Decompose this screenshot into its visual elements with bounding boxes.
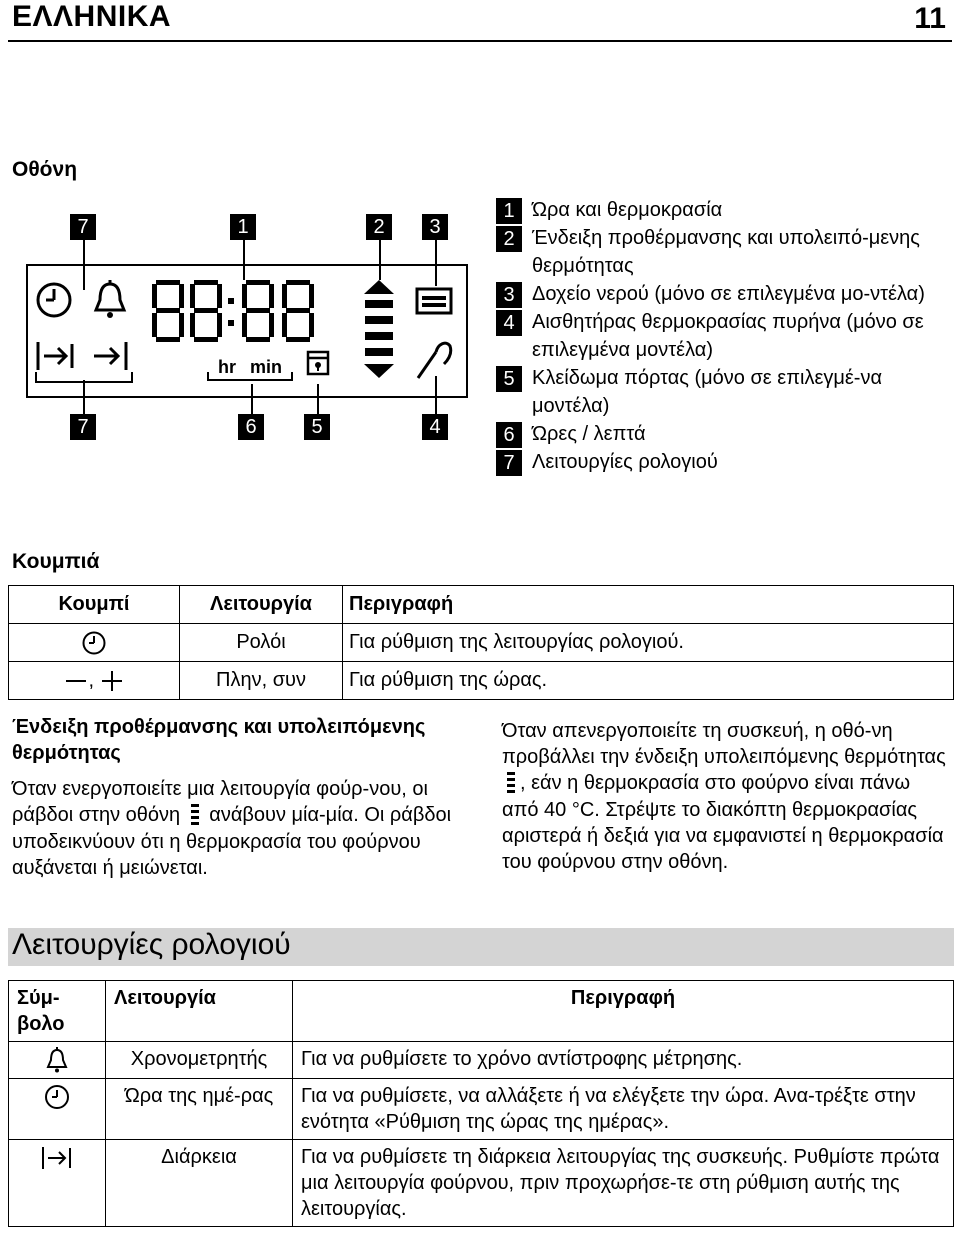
clock-functions-title: Λειτουργίες ρολογιού <box>12 928 291 961</box>
legend-item <box>496 280 946 308</box>
buttons-section-title: Κουμπιά <box>12 550 100 573</box>
heat-bars-icon <box>186 803 204 829</box>
duration-icon <box>34 338 76 374</box>
callout-1: 1 <box>230 214 256 240</box>
clock-functions-table <box>8 980 954 1227</box>
icon-separator: , <box>88 668 94 691</box>
legend-number: 2 <box>496 226 522 252</box>
legend-number: 3 <box>496 282 522 308</box>
residual-text-after: , εάν η θερμοκρασία στο φούρνο είναι πάνω από 40 °C. Στρέψτε το διακόπτη θερμοκρασίας αριστερά ή δεξιά για να εμφανιστεί η θερμοκρασία του φούρνου στην οθόνη. <box>502 772 944 873</box>
callout-6: 6 <box>238 414 264 440</box>
callout-4: 4 <box>422 414 448 440</box>
legend-text: Ώρα και θερμοκρασία <box>532 199 723 221</box>
display-legend <box>496 196 946 476</box>
table-header-row <box>9 981 954 1042</box>
legend-number: 4 <box>496 310 522 336</box>
symbol-cell <box>9 1079 106 1140</box>
description-cell: Για να ρυθμίσετε, να αλλάξετε ή να ελέγξετε την ώρα. Ανα-τρέξτε στην ενότητα «Ρύθμιση της ώρας της ημέρας». <box>293 1079 954 1140</box>
table-row <box>9 624 954 662</box>
minus-icon <box>64 669 88 693</box>
hours-minutes-bracket <box>206 372 294 384</box>
digit-display <box>152 280 332 342</box>
function-cell: Χρονομετρητής <box>106 1042 293 1079</box>
door-lock-icon <box>306 350 330 376</box>
column-header: Λειτουργία <box>180 586 343 624</box>
page-number: 11 <box>914 2 946 35</box>
clock-icon <box>81 630 107 656</box>
function-cell: Πλην, συν <box>180 662 343 700</box>
table-row <box>9 1042 954 1079</box>
symbol-cell <box>9 1140 106 1227</box>
legend-item <box>496 364 946 420</box>
column-header: Περιγραφή <box>343 586 954 624</box>
buttons-table <box>8 585 954 700</box>
legend-item <box>496 420 946 448</box>
legend-text: Δοχείο νερού (μόνο σε επιλεγμένα μο-ντέλα) <box>532 283 925 305</box>
column-header: Περιγραφή <box>293 981 954 1042</box>
hr-label: hr <box>218 357 236 377</box>
table-header-row <box>9 586 954 624</box>
clock-icon <box>43 1083 71 1111</box>
callout-7-top: 7 <box>70 214 96 240</box>
button-cell <box>9 624 180 662</box>
legend-text: Ώρες / λεπτά <box>532 423 646 445</box>
legend-item <box>496 224 946 280</box>
description-cell: Για να ρυθμίσετε το χρόνο αντίστροφης μέτρησης. <box>293 1042 954 1079</box>
legend-text: Κλείδωμα πόρτας (μόνο σε επιλεγμέ-να μοντέλα) <box>532 367 883 417</box>
legend-item <box>496 308 946 364</box>
preheat-heading: Ένδειξη προθέρμανσης και υπολειπόμενης θερμότητας <box>12 716 426 764</box>
legend-text: Αισθητήρας θερμοκρασίας πυρήνα (μόνο σε επιλεγμένα μοντέλα) <box>532 311 924 361</box>
legend-number: 5 <box>496 366 522 392</box>
table-row <box>9 1140 954 1227</box>
column-header: Λειτουργία <box>106 981 293 1042</box>
preheat-left <box>12 714 452 881</box>
table-row <box>9 1079 954 1140</box>
legend-number: 1 <box>496 198 522 224</box>
table-row <box>9 662 954 700</box>
function-cell: Ώρα της ημέ-ρας <box>106 1079 293 1140</box>
water-tank-icon <box>414 286 454 316</box>
display-section-title: Οθόνη <box>12 158 78 181</box>
description-cell: Για ρύθμιση της ώρας. <box>343 662 954 700</box>
legend-item <box>496 448 946 476</box>
legend-item <box>496 196 946 224</box>
bell-icon <box>90 278 130 322</box>
button-cell <box>9 662 180 700</box>
callout-3: 3 <box>422 214 448 240</box>
heat-bars-icon <box>502 771 520 797</box>
min-label: min <box>250 357 283 377</box>
residual-text-before: Όταν απενεργοποιείτε τη συσκευή, η οθό-νη προβάλλει την ένδειξη υπολειπόμενης θερμότητας <box>502 720 946 768</box>
function-cell: Ρολόι <box>180 624 343 662</box>
clock-icon <box>34 280 74 320</box>
callout-7-bottom: 7 <box>70 414 96 440</box>
column-header: Κουμπί <box>9 586 180 624</box>
description-cell: Για να ρυθμίσετε τη διάρκεια λειτουργίας της συσκευής. Ρυθμίστε πρώτα μια λειτουργία φούρνου, πριν προχωρήσε-τε στη ρύθμιση αυτής της λειτουργίας. <box>293 1140 954 1227</box>
description-cell: Για ρύθμιση της λειτουργίας ρολογιού. <box>343 624 954 662</box>
bell-icon <box>43 1046 71 1074</box>
heat-indicator-bars <box>362 280 396 380</box>
header-rule <box>8 40 952 42</box>
legend-text: Λειτουργίες ρολογιού <box>532 451 718 473</box>
duration-icon <box>40 1144 74 1172</box>
preheat-text-before: Όταν ενεργοποιείτε μια λειτουργία φούρ-νου, οι ράβδοι στην οθόνη <box>12 778 428 826</box>
plus-icon <box>100 669 124 693</box>
legend-number: 6 <box>496 422 522 448</box>
header-language: ΕΛΛΗΝΙΚΑ <box>12 0 172 33</box>
function-cell: Διάρκεια <box>106 1140 293 1227</box>
clock-functions-banner <box>8 928 954 966</box>
preheat-text-after: ανάβουν μία-μία. Οι ράβδοι υποδεικνύουν ότι η θερμοκρασία του φούρνου αυξάνεται ή μειώνεται. <box>12 804 452 879</box>
legend-number: 7 <box>496 450 522 476</box>
callout-2: 2 <box>366 214 392 240</box>
symbol-cell <box>9 1042 106 1079</box>
preheat-body <box>12 776 452 881</box>
bracket-line <box>34 372 134 388</box>
column-header: Σύμ-βολο <box>9 981 106 1042</box>
meat-probe-icon <box>414 336 454 380</box>
seven-segment-digits <box>152 280 332 342</box>
preheat-right <box>502 718 952 875</box>
legend-text: Ένδειξη προθέρμανσης και υπολειπό-μενης θερμότητας <box>532 227 920 277</box>
end-time-icon <box>90 338 132 374</box>
callout-5: 5 <box>304 414 330 440</box>
